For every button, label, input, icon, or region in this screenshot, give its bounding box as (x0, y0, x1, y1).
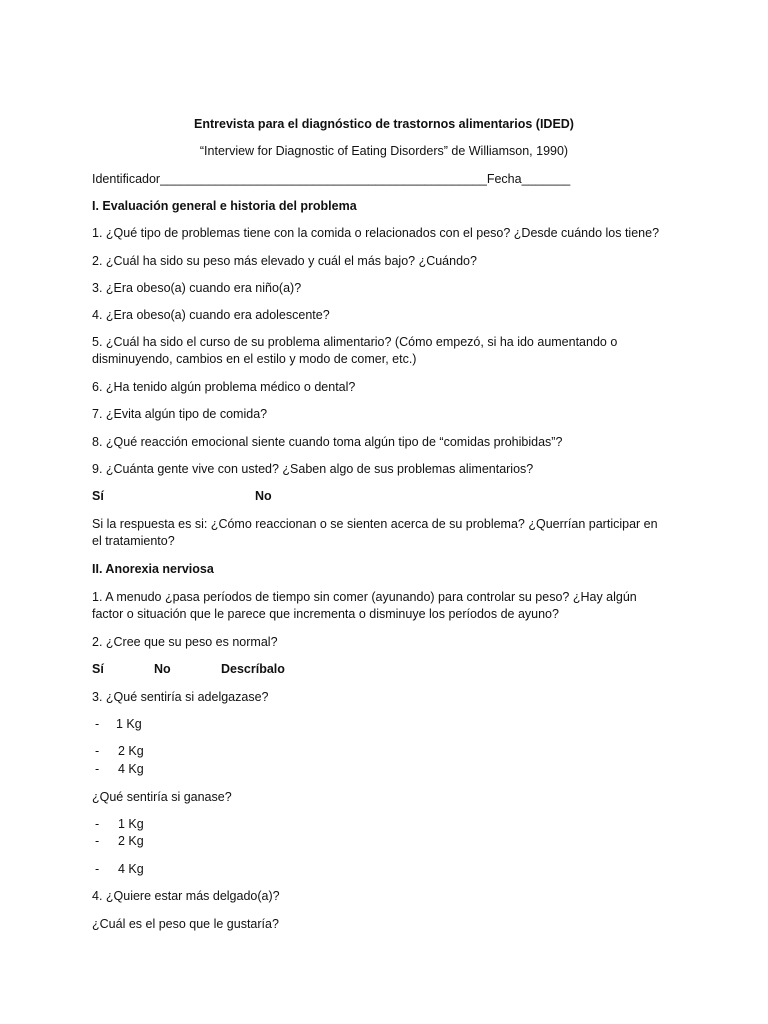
section1-q4: 4. ¿Era obeso(a) cuando era adolescente? (92, 308, 330, 322)
document-subtitle: “Interview for Diagnostic of Eating Disorders” de Williamson, 1990) (199, 144, 569, 158)
section2-q4: 4. ¿Quiere estar más delgado(a)? (92, 889, 280, 903)
answer-si: Sí (92, 489, 104, 503)
q2-answer-si: Sí (92, 662, 104, 676)
section2-q1-line2: factor o situación que le parece que incrementa o disminuye los períodos de ayuno? (92, 607, 559, 621)
bullet-dash: - (95, 834, 100, 848)
bullet-dash: - (95, 762, 100, 776)
gain-2kg: 2 Kg (118, 834, 144, 848)
lose-1kg: 1 Kg (116, 717, 142, 731)
section1-q7: 7. ¿Evita algún tipo de comida? (92, 407, 268, 421)
section1-q9: 9. ¿Cuánta gente vive con usted? ¿Saben algo de sus problemas alimentarios? (92, 462, 534, 476)
answer-no: No (255, 489, 272, 503)
bullet-dash: - (95, 817, 100, 831)
bullet-dash: - (95, 717, 100, 731)
section1-q2: 2. ¿Cuál ha sido su peso más elevado y cuál el más bajo? ¿Cuándo? (92, 254, 477, 268)
gain-1kg: 1 Kg (118, 817, 144, 831)
bullet-dash: - (95, 744, 100, 758)
bullet-dash: - (95, 862, 100, 876)
section2-q2: 2. ¿Cree que su peso es normal? (92, 635, 278, 649)
document-title: Entrevista para el diagnóstico de trastornos alimentarios (IDED) (194, 117, 574, 131)
section1-q6: 6. ¿Ha tenido algún problema médico o dental? (92, 380, 356, 394)
section2-heading: II. Anorexia nerviosa (92, 562, 214, 576)
section1-q1: 1. ¿Qué tipo de problemas tiene con la comida o relacionados con el peso? ¿Desde cuándo los tiene? (92, 226, 660, 240)
section1-q8: 8. ¿Qué reacción emocional siente cuando toma algún tipo de “comidas prohibidas”? (92, 435, 563, 449)
section1-followup-line2: el tratamiento? (92, 534, 175, 548)
section2-q3: 3. ¿Qué sentiría si adelgazase? (92, 690, 269, 704)
section1-heading: I. Evaluación general e historia del problema (92, 199, 357, 213)
section2-q1-line1: 1. A menudo ¿pasa períodos de tiempo sin comer (ayunando) para controlar su peso? ¿Hay algún (92, 590, 637, 604)
section2-q4-followup: ¿Cuál es el peso que le gustaría? (92, 917, 279, 931)
q2-answer-no: No (154, 662, 171, 676)
section1-followup-line1: Si la respuesta es si: ¿Cómo reaccionan o se sienten acerca de su problema? ¿Querrían participar en (92, 517, 658, 531)
lose-2kg: 2 Kg (118, 744, 144, 758)
q2-answer-describe: Descríbalo (221, 662, 285, 676)
lose-4kg: 4 Kg (118, 762, 144, 776)
identifier-line: Identificador_______________________________________________Fecha_______ (92, 172, 571, 186)
section1-q3: 3. ¿Era obeso(a) cuando era niño(a)? (92, 281, 302, 295)
gain-question: ¿Qué sentiría si ganase? (92, 790, 232, 804)
section1-q5-line2: disminuyendo, cambios en el estilo y modo de comer, etc.) (92, 352, 417, 366)
section1-q5-line1: 5. ¿Cuál ha sido el curso de su problema alimentario? (Cómo empezó, si ha ido aumentando o (92, 335, 618, 349)
gain-4kg: 4 Kg (118, 862, 144, 876)
